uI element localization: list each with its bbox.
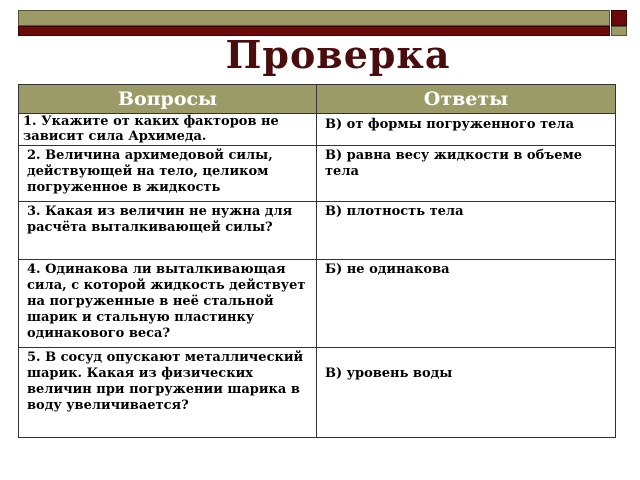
question-cell: 3. Какая из величин не нужна для расчёта выталкивающей силы? bbox=[19, 202, 317, 260]
table-row bbox=[19, 348, 616, 438]
table-row bbox=[19, 146, 616, 202]
question-cell: 1. Укажите от каких факторов не зависит сила Архимеда. bbox=[19, 114, 317, 146]
answers-table bbox=[18, 84, 616, 438]
table-row bbox=[19, 260, 616, 348]
decorative-bar-olive bbox=[18, 10, 610, 26]
question-cell: 2. Величина архимедовой силы, действующей на тело, целиком погруженное в жидкость bbox=[19, 146, 317, 202]
answer-cell: В) равна весу жидкости в объеме тела bbox=[317, 146, 616, 202]
decorative-square-dark bbox=[611, 10, 627, 26]
header-questions: Вопросы bbox=[19, 85, 317, 114]
question-cell: 4. Одинакова ли выталкивающая сила, с которой жидкость действует на погруженные в неё стальной шарик и стальную пластинку одинакового веса? bbox=[19, 260, 317, 348]
answer-cell: В) плотность тела bbox=[317, 202, 616, 260]
table-row bbox=[19, 202, 616, 260]
question-cell: 5. В сосуд опускают металлический шарик. Какая из физических величин при погружении шарика в воду увеличивается? bbox=[19, 348, 317, 438]
table-header-row bbox=[19, 85, 616, 114]
answer-cell: В) от формы погруженного тела bbox=[317, 114, 616, 146]
header-answers: Ответы bbox=[317, 85, 616, 114]
answer-cell: Б) не одинакова bbox=[317, 260, 616, 348]
slide-title: Проверка bbox=[225, 32, 451, 77]
table-row bbox=[19, 114, 616, 146]
answer-cell: В) уровень воды bbox=[317, 348, 616, 438]
